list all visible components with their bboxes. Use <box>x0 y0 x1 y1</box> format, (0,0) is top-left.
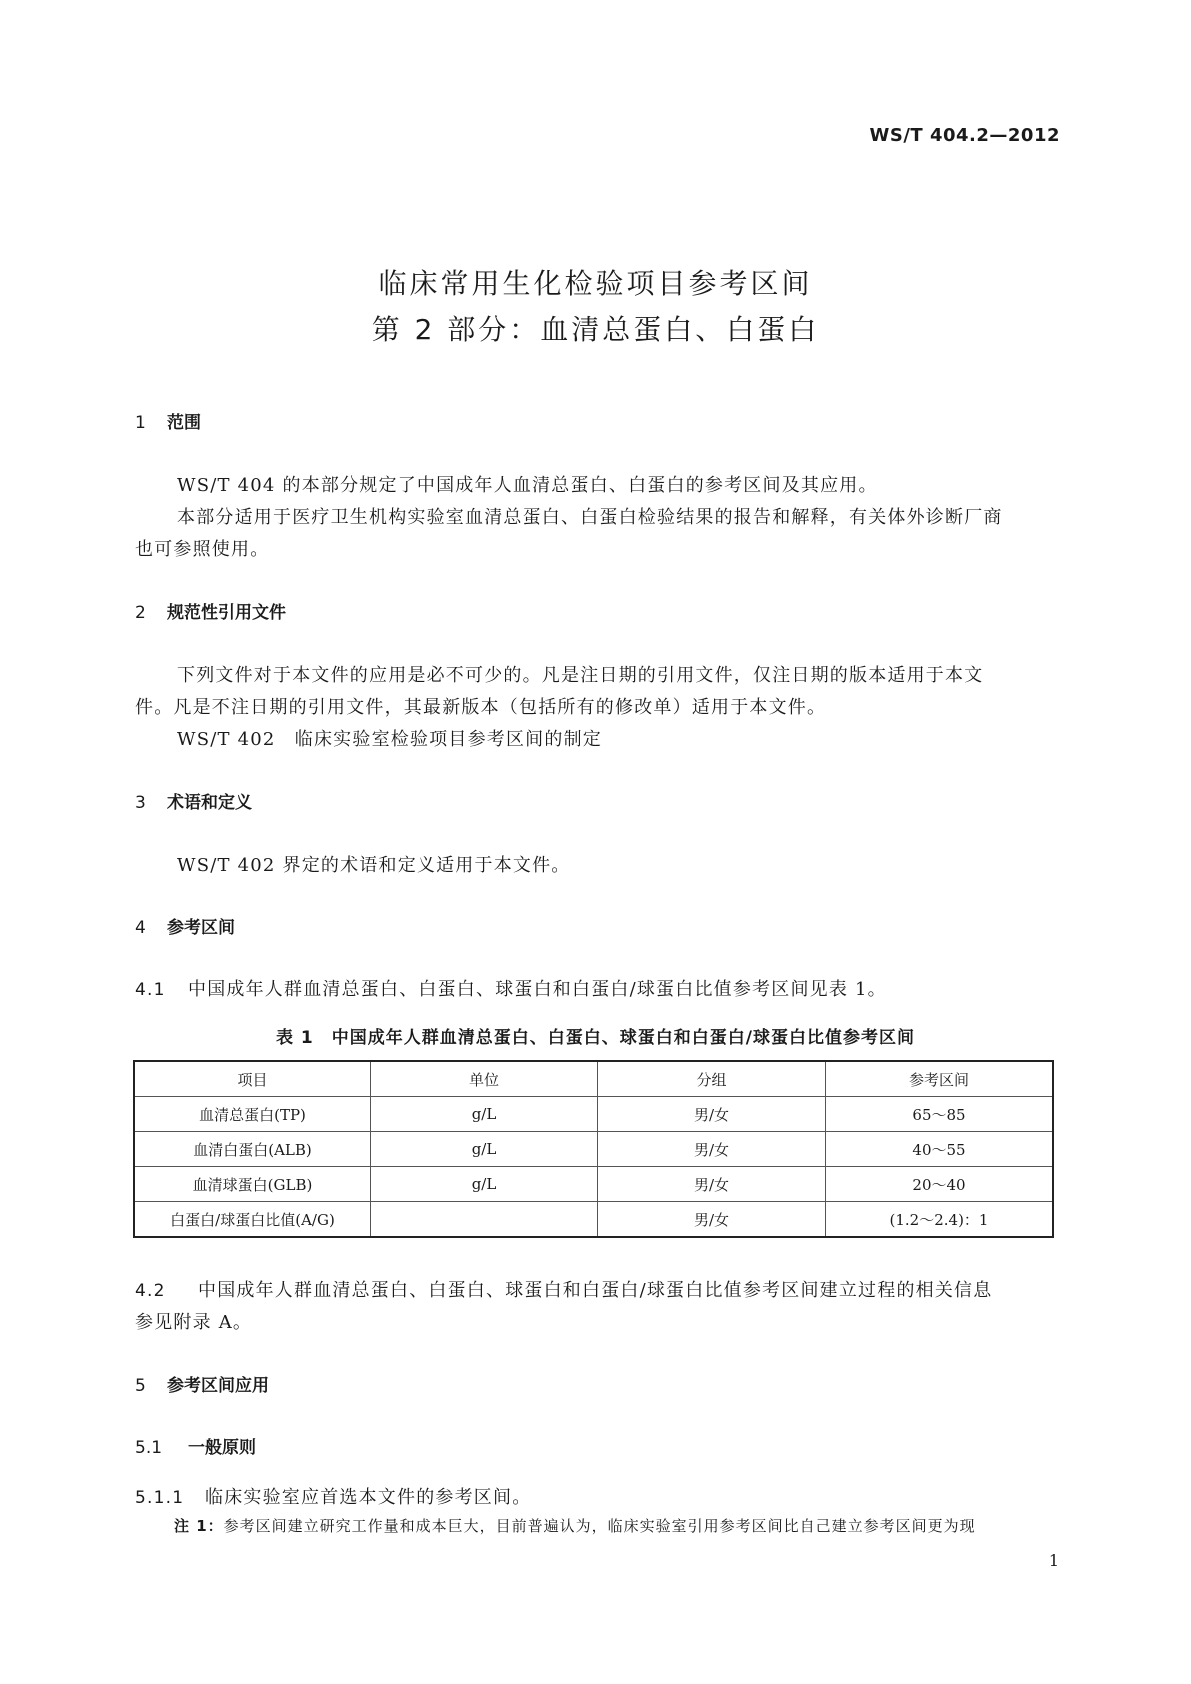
table-cell: 白蛋白/球蛋白比值(A/G) <box>134 1202 371 1238</box>
clause-text: 临床实验室应首选本文件的参考区间。 <box>205 1487 532 1508</box>
clause-title: 一般原则 <box>188 1438 256 1458</box>
section-number: 2 <box>135 603 146 623</box>
note-1 <box>174 1515 976 1536</box>
clause-number: 4.2 <box>135 1281 166 1301</box>
section-1-paragraph-1: WS/T 404 的本部分规定了中国成年人血清总蛋白、白蛋白的参考区间及其应用。 <box>177 475 878 496</box>
table-cell <box>371 1202 598 1238</box>
clause-number: 5.1.1 <box>135 1488 185 1508</box>
table-cell: 男/女 <box>598 1132 826 1167</box>
clause-4-2 <box>135 1276 992 1302</box>
section-number: 5 <box>135 1376 146 1396</box>
table-row <box>134 1097 1053 1132</box>
normative-reference: WS/T 402 临床实验室检验项目参考区间的制定 <box>177 729 602 750</box>
table-cell: 20～40 <box>826 1167 1054 1202</box>
clause-number: 5.1 <box>135 1438 163 1458</box>
section-title: 参考区间 <box>167 918 235 938</box>
standard-number: WS/T 404.2—2012 <box>869 125 1060 146</box>
table-cell: 血清白蛋白(ALB) <box>134 1132 371 1167</box>
clause-5-1-heading <box>135 1433 256 1458</box>
clause-4-2-cont: 参见附录 A。 <box>135 1312 253 1333</box>
clause-5-1-1 <box>135 1483 531 1509</box>
table-cell: g/L <box>371 1097 598 1132</box>
section-4-heading <box>135 913 235 938</box>
document-title-line1: 临床常用生化检验项目参考区间 <box>378 267 813 300</box>
section-2-heading <box>135 598 286 623</box>
column-header: 项目 <box>134 1061 371 1097</box>
note-text: 参考区间建立研究工作量和成本巨大，目前普遍认为，临床实验室引用参考区间比自己建立参考区间更为现 <box>223 1517 976 1535</box>
column-header: 参考区间 <box>826 1061 1054 1097</box>
section-1-heading <box>135 408 201 433</box>
section-2-paragraph-1: 下列文件对于本文件的应用是必不可少的。凡是注日期的引用文件，仅注日期的版本适用于本文 <box>177 665 984 686</box>
reference-interval-table <box>133 1060 1054 1238</box>
table-cell: g/L <box>371 1167 598 1202</box>
section-2-paragraph-1-cont: 件。凡是不注日期的引用文件，其最新版本（包括所有的修改单）适用于本文件。 <box>135 697 827 718</box>
clause-text: 中国成年人群血清总蛋白、白蛋白、球蛋白和白蛋白/球蛋白比值参考区间见表 1。 <box>188 979 887 1000</box>
document-title-line2: 第 2 部分：血清总蛋白、白蛋白 <box>371 313 820 346</box>
section-number: 1 <box>135 413 146 433</box>
section-3-paragraph-1: WS/T 402 界定的术语和定义适用于本文件。 <box>177 855 571 876</box>
section-number: 4 <box>135 918 146 938</box>
section-title: 规范性引用文件 <box>167 603 286 623</box>
clause-text: 中国成年人群血清总蛋白、白蛋白、球蛋白和白蛋白/球蛋白比值参考区间建立过程的相关信息 <box>198 1280 993 1301</box>
table-cell: 40～55 <box>826 1132 1054 1167</box>
section-number: 3 <box>135 793 146 813</box>
section-3-heading <box>135 788 252 813</box>
clause-4-1 <box>135 975 887 1001</box>
clause-number: 4.1 <box>135 980 166 1000</box>
table-cell: 血清球蛋白(GLB) <box>134 1167 371 1202</box>
section-title: 范围 <box>167 413 201 433</box>
section-1-paragraph-2-cont: 也可参照使用。 <box>135 539 270 560</box>
section-title: 术语和定义 <box>167 793 252 813</box>
table-cell: 男/女 <box>598 1097 826 1132</box>
table-cell: 血清总蛋白(TP) <box>134 1097 371 1132</box>
table-cell: 65～85 <box>826 1097 1054 1132</box>
table-cell: (1.2～2.4)：1 <box>826 1202 1054 1238</box>
table-row <box>134 1202 1053 1238</box>
column-header: 分组 <box>598 1061 826 1097</box>
note-label: 注 1： <box>174 1517 224 1535</box>
column-header: 单位 <box>371 1061 598 1097</box>
table-header-row <box>134 1061 1053 1097</box>
section-title: 参考区间应用 <box>167 1376 269 1396</box>
section-5-heading <box>135 1371 269 1396</box>
table-row <box>134 1167 1053 1202</box>
section-1-paragraph-2: 本部分适用于医疗卫生机构实验室血清总蛋白、白蛋白检验结果的报告和解释，有关体外诊断厂商 <box>177 507 1003 528</box>
table-title: 表 1 中国成年人群血清总蛋白、白蛋白、球蛋白和白蛋白/球蛋白比值参考区间 <box>276 1028 915 1048</box>
page-number: 1 <box>1048 1551 1059 1570</box>
table-cell: g/L <box>371 1132 598 1167</box>
table-cell: 男/女 <box>598 1202 826 1238</box>
table-row <box>134 1132 1053 1167</box>
table-cell: 男/女 <box>598 1167 826 1202</box>
